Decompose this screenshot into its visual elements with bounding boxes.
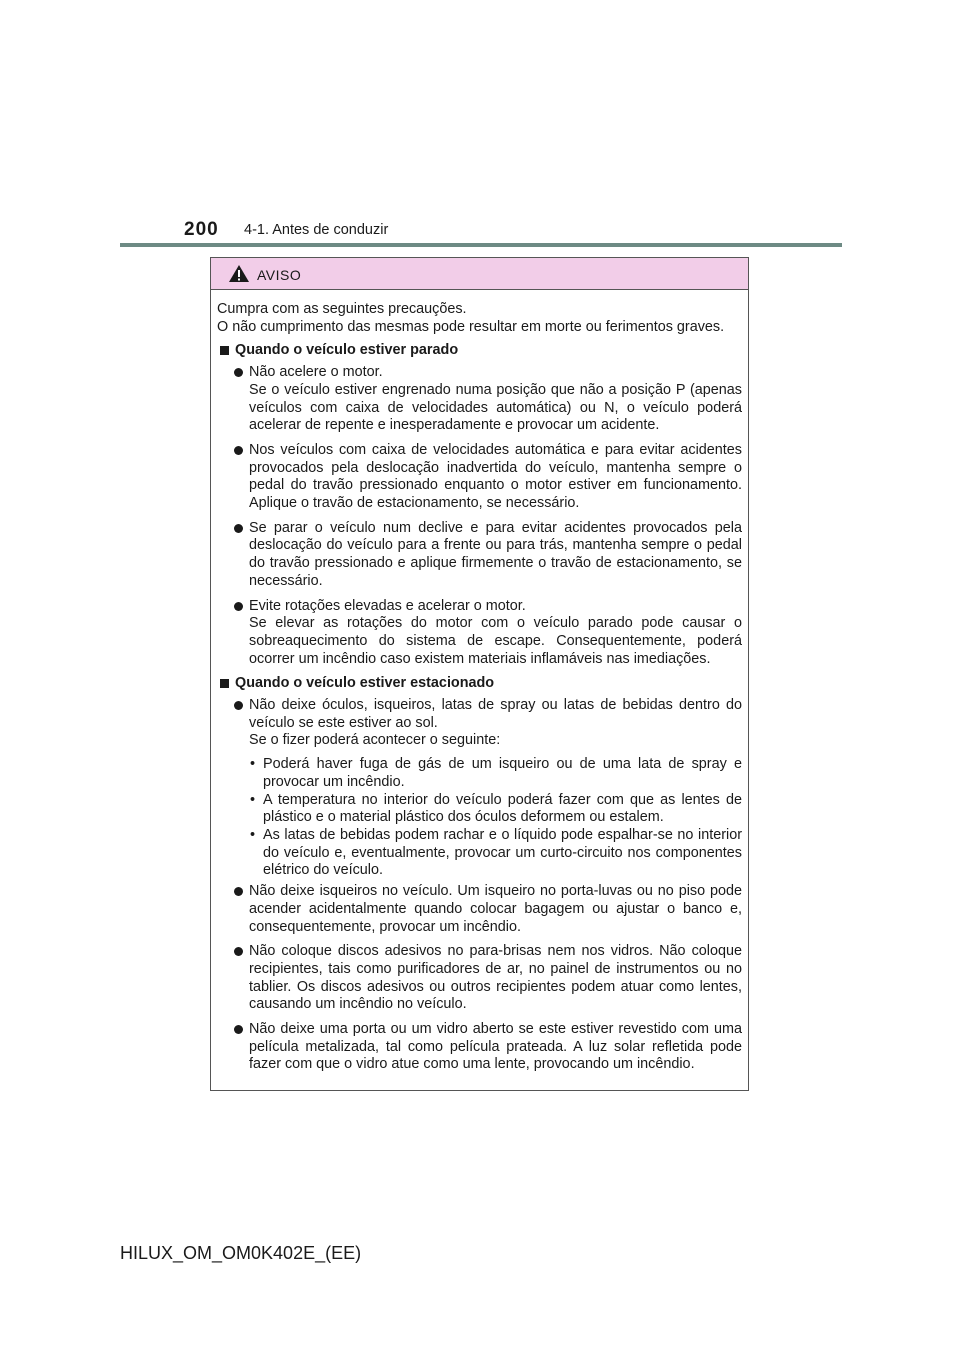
bullet-text: Não acelere o motor. bbox=[249, 364, 383, 381]
bullet-text: Se elevar as rotações do motor com o veículo parado pode causar o sobreaquecimento do sistema de escape. Consequentemente, poderá ocorrer um incêndio caso existem materiais inflamáveis nas imediações. bbox=[249, 615, 742, 667]
warning-label: AVISO bbox=[257, 266, 302, 283]
bullet-item bbox=[217, 442, 742, 513]
bullet-item bbox=[217, 697, 742, 750]
warning-box bbox=[210, 257, 749, 1091]
section-heading: Quando o veículo estiver parado bbox=[217, 342, 742, 360]
bullet-item bbox=[217, 883, 742, 936]
bullet-item bbox=[217, 520, 742, 591]
section-heading: Quando o veículo estiver estacionado bbox=[217, 675, 742, 693]
bullet-text: Se parar o veículo num declive e para evitar acidentes provocados pela deslocação do veículo para a frente ou para trás, mantenha sempre o pedal do travão pressionado e aplique firmemente o travão de estacionamento, se necessário. bbox=[249, 519, 742, 589]
bullet-text: Evite rotações elevadas e acelerar o motor. bbox=[249, 597, 526, 614]
sub-item: • A temperatura no interior do veículo poderá fazer com que as lentes de plástico e o material plástico dos óculos deformem ou estalem. bbox=[217, 792, 742, 827]
warning-content bbox=[211, 290, 748, 1074]
document-code: HILUX_OM_OM0K402E_(EE) bbox=[120, 1243, 362, 1263]
page-number: 200 bbox=[184, 219, 219, 240]
bullet-text: Não coloque discos adesivos no para-brisas nem nos vidros. Não coloque recipientes, tais como purificadores de ar, no painel de instrumentos ou no tablier. Os discos adesivos ou outros recipientes podem atuar como lentes, causando um incêndio no veículo. bbox=[249, 943, 742, 1013]
intro-line: O não cumprimento das mesmas pode resultar em morte ou ferimentos graves. bbox=[217, 318, 725, 335]
bullet-item bbox=[217, 1021, 742, 1074]
warning-intro bbox=[217, 301, 742, 336]
bullet-text: Não deixe óculos, isqueiros, latas de spray ou latas de bebidas dentro do veículo se este estiver ao sol. bbox=[249, 697, 742, 731]
section-title: 4-1. Antes de conduzir bbox=[244, 222, 389, 238]
bullet-text: Se o veículo estiver engrenado numa posição que não a posição P (apenas veículos com caixa de velocidades automática) ou N, o veículo poderá acelerar de repente e inesperadamente e provocar um acidente. bbox=[249, 381, 742, 434]
bullet-text: Se o fizer poderá acontecer o seguinte: bbox=[249, 732, 501, 749]
sub-list bbox=[217, 756, 742, 880]
bullet-item bbox=[217, 943, 742, 1014]
sub-item: • Poderá haver fuga de gás de um isqueiro ou de uma lata de spray e provocar um incêndio. bbox=[217, 756, 742, 791]
bullet-text: Não deixe uma porta ou um vidro aberto se este estiver revestido com uma película metalizada, tal como película prateada. A luz solar refletida pode fazer com que o vidro atue como uma lente, provocando um incêndio. bbox=[249, 1021, 742, 1073]
sub-item: • As latas de bebidas podem rachar e o líquido pode espalhar-se no interior do veículo e, eventualmente, provocar um curto-circuito nos componentes elétrico do veículo. bbox=[217, 827, 742, 880]
warning-triangle-icon bbox=[228, 264, 250, 283]
bullet-text: Não deixe isqueiros no veículo. Um isqueiro no porta-luvas ou no piso pode acender acidentalmente quando colocar bagagem ou ajustar o banco e, consequentemente, provocar um incêndio. bbox=[249, 883, 742, 935]
warning-header bbox=[211, 258, 748, 290]
bullet-item bbox=[217, 598, 742, 669]
header-rule bbox=[120, 243, 842, 247]
intro-line: Cumpra com as seguintes precauções. bbox=[217, 301, 467, 317]
bullet-item bbox=[217, 364, 742, 435]
bullet-text: Nos veículos com caixa de velocidades automática e para evitar acidentes provocados pela deslocação inadvertida do veículo, mantenha sempre o pedal do travão pressionado enquanto o motor estiver em funcionamento. Aplique o travão de estacionamento, se necessário. bbox=[249, 441, 742, 512]
